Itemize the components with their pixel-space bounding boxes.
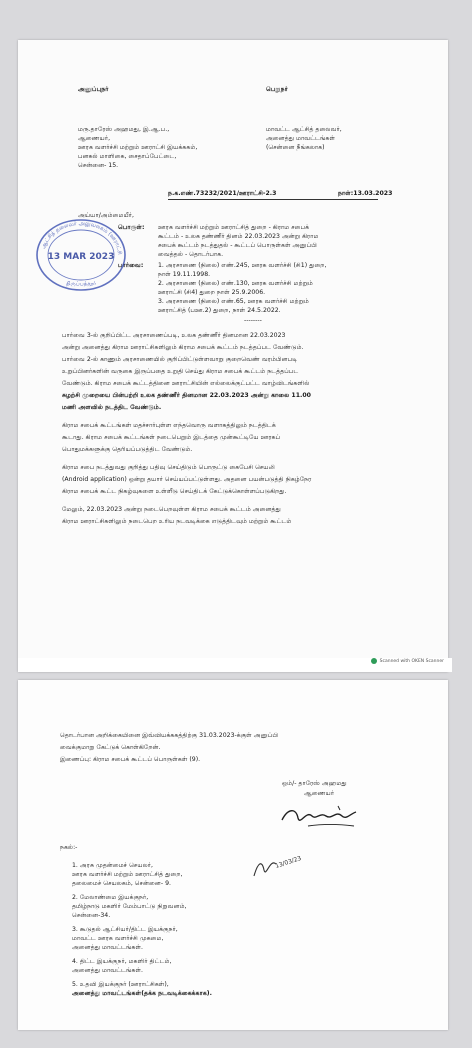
sender-line: ஊரக வளர்ச்சி மற்றும் ஊராட்சி இயக்ககம், [78,144,198,151]
signoff-name: ஒம்/- தாரேஸ் அஹமது [282,780,347,787]
signature [278,802,362,832]
body-line: (Android application) ஒன்று தயார் செய்யப்பட்டுள்ளது. அதனை பயன்படுத்தி நிகழ்நேர [62,476,312,483]
recipient-line: (சென்னை நீங்கலாக) [266,144,325,151]
subject-line: வைத்தல் - தொடர்பாக. [158,251,224,258]
recipient-line: மாவட்ட ஆட்சித் தலைவர், [266,126,342,133]
recipient-line: அனைத்து மாவட்டங்கள் [266,135,336,142]
separator: -------- [244,317,262,324]
body-line: மணி அளவில் நடத்திட வேண்டும். [62,404,162,411]
scanner-label: Scanned with OKEN Scanner [379,658,444,664]
body-line: பார்வை 3-ல் குறிப்பிட்ட அரசாணைப்படி, உலக தண்ணீர் தினமான 22.03.2023 [62,332,286,339]
scanner-watermark [371,658,444,664]
sender-line: பனகல் மாளிகை, சைதாப்பேட்டை, [78,153,177,160]
body-line: சுழற்சி முறையை பின்பற்றி உலக தண்ணீர் தினமான 22.03.2023 அன்று காலை 11.00 [62,392,311,399]
handwritten-initial [250,852,302,882]
sender-line: சென்னை- 15. [78,162,119,169]
references-label: பார்வை: [118,262,144,269]
copy-item: அனைத்து மாவட்டங்கள். [72,967,144,974]
reference-underline [168,199,378,200]
reference-date: நாள்:13.03.2023 [338,190,393,197]
subject-line: சபைக் கூட்டம் நடத்துதல் - கூட்டப் பொருள்கள் அனுப்பி [158,242,317,249]
body-line: உறுப்பினர்களின் வருகை இருப்பதை உறுதி செய்து கிராம சபைக் கூட்டம் நடத்தப்பட [62,368,299,375]
body-line: அன்று அனைத்து கிராம ஊராட்சிகளிலும் கிராம சபைக் கூட்டம் நடத்தப்பட வேண்டும். [62,344,304,351]
reference-item: ஊராட்சி (சி4) துறை நாள் 25.9.2006. [158,289,266,296]
subject-label: பொருள்: [118,224,145,231]
sender-line: மரு.தாரேஸ் அஹமது, இ.ஆ.ப., [78,126,170,133]
copy-label: நகல்:- [60,844,78,851]
body-line: கிராம சபைக் கூட்டங்கள் மதச்சார்புள்ள எந்தவொரு வளாகத்திலும் நடத்திடக் [62,422,276,429]
copy-item: 3. கூடுதல் ஆட்சியர்/திட்ட இயக்குநர், [72,926,178,933]
scanner-logo-icon [371,658,377,664]
to-heading: பெறுநர் [266,86,288,93]
body-line: கூடாது. கிராம சபைக் கூட்டங்கள் நடைபெறும் இடத்தை முன்கூட்டியே ஊரகப் [62,434,281,441]
salutation: அய்யா/அம்மையீர், [78,212,134,219]
reference-item: 1. அரசாணை (நிலை) எண்.245, ஊரக வளர்ச்சி (சி1) துறை, [158,262,327,269]
official-seal-stamp [32,215,130,293]
body-line: பார்வை 2-ல் காணும் அரசாணையில் குறிப்பிட்டுள்ளவாறு குறைவெண் வரம்பினபடி [62,356,298,363]
copy-item: அனைத்து மாவட்டங்கள்(தக்க நடவடிக்கைக்காக). [72,990,212,997]
copy-item: 2. மேலாண்மை இயக்குநர், [72,894,149,901]
body-line: மேலும், 22.03.2023 அன்று நடைபெறவுள்ள கிராம சபைக் கூட்டம் அனைத்து [62,506,281,513]
subject-line: ஊரக வளர்ச்சி மற்றும் ஊராட்சித் துறை - கிராம சபைக் [158,224,310,231]
seal-bottom-text: திருப்பத்தூர் [65,281,97,287]
body-line: கிராம சபைக் கூட்ட நிகழ்வுகளை உள்ளீடு செய்திடக் கேட்டுக்கொள்ளப்படுகிறது. [62,488,287,495]
copy-item: அனைத்து மாவட்டங்கள். [72,944,144,951]
from-heading: அனுப்புநர் [78,86,109,93]
subject-line: கூட்டம் - உலக தண்ணீர் தினம் 22.03.2023 அன்று கிராம [158,233,319,240]
sender-line: ஆணையர், [78,135,111,142]
reference-item: ஊராட்சித் (பஊ.2) துறை, நாள் 24.5.2022. [158,307,281,314]
copy-item: தமிழ்நாடு மகளிர் மேம்பாட்டு நிறுவனம், [72,903,187,910]
copy-item: தலைமைச் செயலகம், சென்னை- 9. [72,880,172,887]
body-line: கிராம சபை நடத்துவது குறித்து பதிவு செய்திடும் பொருட்டு கைபேசி செயலி [62,464,275,471]
copy-item: ஊரக வளர்ச்சி மற்றும் ஊராட்சித் துறை, [72,871,183,878]
body-line: கிராம ஊராட்சிகளிலும் நடைபெற உரிய நடவடிக்கை எடுத்திடவும் மற்றும் கூட்டம் [62,518,292,525]
seal-date: 13 MAR 2023 [47,252,115,262]
scanner-strip [18,658,452,672]
body-line: பொதுமக்களுக்கு தெரியப்படுத்திட வேண்டும். [62,446,193,453]
body-line: தொடர்பான அறிக்கையினை இவ்வியக்ககத்திற்கு 31.03.2023-க்குள் அனுப்பி [60,732,279,739]
signoff-title: ஆணையர் [304,790,335,797]
copy-item: 5. உதவி இயக்குநர் (ஊராட்சிகள்), [72,981,169,988]
reference-item: 3. அரசாணை (நிலை) எண்.65, ஊரக வளர்ச்சி மற்றும் [158,298,309,305]
copy-item: சென்னை-34. [72,912,111,919]
copy-item: மாவட்ட ஊரக வளர்ச்சி முகமை, [72,935,164,942]
body-line: வைக்குமாறு கேட்டுக் கொள்கிறேன். [60,744,161,751]
handwritten-date: 13/03/23 [274,854,302,870]
reference-number: ந.க.எண்.73232/2021/ஊராட்சி-2.3 [168,190,277,197]
reference-item: 2. அரசாணை (நிலை) எண்.130, ஊரக வளர்ச்சி மற்றும் [158,280,313,287]
copy-item: 1. அரசு முதன்மைச் செயலர், [72,862,153,869]
seal-ring-text: ஆட்சித் தலைவர் அலுவலகம் (ஊராட்சி [40,220,123,256]
enclosure: இணைப்பு: கிராம சபைக் கூட்டப் பொருள்கள் (9). [60,756,201,763]
reference-item: நாள் 19.11.1998. [158,271,211,278]
letter-page-1 [18,40,448,672]
body-line: வேண்டும். கிராம சபைக் கூட்டத்தினை ஊராட்சியின் எல்லைக்குட்பட்ட வாழ்விடங்களில் [62,380,310,387]
letter-page-2 [18,680,448,1030]
copy-item: 4. திட்ட இயக்குநர், மகளிர் திட்டம், [72,958,172,965]
